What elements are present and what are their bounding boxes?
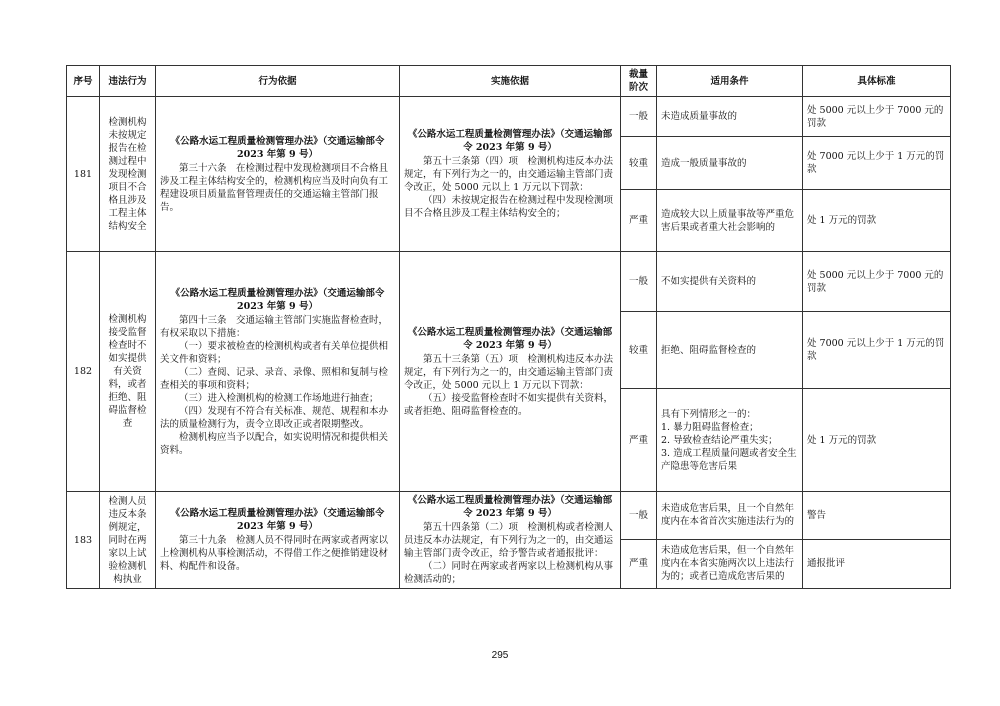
- violation-cell: 检测机构未按规定报告在检测过程中发现检测项目不合格且涉及工程主体结构安全: [100, 97, 156, 252]
- impl-line: 第五十四条第（二）项 检测机构或者检测人员违反本办法规定，有下列行为之一的，由交通运输主管部门责令改正，给予警告或者通报批评：: [404, 522, 614, 559]
- level-cell: 严重: [621, 389, 657, 492]
- implementation-cell: [400, 97, 621, 252]
- basis-cell: [156, 97, 400, 252]
- header-level: 裁量阶次: [621, 66, 657, 97]
- page-number: 295: [491, 650, 509, 661]
- level-cell: 较重: [621, 137, 657, 190]
- standard-cell: 通报批评: [803, 539, 951, 588]
- seq-cell: 182: [67, 252, 100, 492]
- basis-title: 《公路水运工程质量检测管理办法》（交通运输部令 2023 年第 9 号）: [170, 508, 385, 532]
- standard-cell: 处 5000 元以上少于 7000 元的罚款: [803, 252, 951, 312]
- header-impl: 实施依据: [400, 66, 621, 97]
- level-cell: 一般: [621, 492, 657, 540]
- impl-line: 第五十三条第（五）项 检测机构违反本办法规定，有下列行为之一的，由交通运输主管部门责令改正，处 5000 元以上 1 万元以下罚款：: [404, 353, 614, 391]
- basis-line: 第四十三条 交通运输主管部门实施监督检查时，有权采取以下措施：: [160, 314, 389, 339]
- header-row: [67, 66, 951, 97]
- condition-cell: 具有下列情形之一的： 1. 暴力阻碍监督检查； 2. 导致检查结论严重失实； 3. 造成工程质量问题或者安全生产隐患等危害后果: [657, 389, 803, 492]
- impl-line: （四）未按规定报告在检测过程中发现检测项目不合格且涉及工程主体结构安全的；: [404, 195, 614, 219]
- condition-cell: 造成一般质量事故的: [657, 137, 803, 190]
- level-cell: 一般: [621, 252, 657, 312]
- level-cell: 一般: [621, 97, 657, 137]
- header-act: 违法行为: [100, 66, 156, 97]
- basis-title: 《公路水运工程质量检测管理办法》（交通运输部令 2023 年第 9 号）: [170, 287, 385, 312]
- header-basis: 行为依据: [156, 66, 400, 97]
- table-row: [67, 97, 951, 137]
- basis-cell: [156, 492, 400, 589]
- basis-line: （二）查阅、记录、录音、录像、照相和复制与检查相关的事项和资料；: [160, 366, 389, 391]
- header-std: 具体标准: [803, 66, 951, 97]
- impl-title: 《公路水运工程质量检测管理办法》（交通运输部令 2023 年第 9 号）: [407, 326, 613, 351]
- standard-cell: 处 7000 元以上少于 1 万元的罚款: [803, 312, 951, 389]
- violation-cell: 检测机构接受监督检查时不如实提供有关资料，或者拒绝、阻碍监督检查: [100, 252, 156, 492]
- impl-line: （二）同时在两家或者两家以上检测机构从事检测活动的；: [404, 561, 614, 585]
- level-cell: 严重: [621, 190, 657, 252]
- basis-line: （四）发现有不符合有关标准、规范、规程和本办法的质量检测行为，责令立即改正或者限期整改。: [160, 405, 389, 430]
- standard-cell: 处 7000 元以上少于 1 万元的罚款: [803, 137, 951, 190]
- basis-cell: [156, 252, 400, 492]
- basis-line: 第三十九条 检测人员不得同时在两家或者两家以上检测机构从事检测活动，不得借工作之便推销建设材料、构配件和设备。: [160, 535, 389, 572]
- standard-cell: 警告: [803, 492, 951, 540]
- seq-cell: 183: [67, 492, 100, 589]
- basis-title: 《公路水运工程质量检测管理办法》（交通运输部令 2023 年第 9 号）: [170, 135, 385, 160]
- condition-cell: 造成较大以上质量事故等严重危 害后果或者重大社会影响的: [657, 190, 803, 252]
- violation-cell: 检测人员违反本条例规定，同时在两家以上试验检测机构执业: [100, 492, 156, 589]
- standard-cell: 处 5000 元以上少于 7000 元的罚款: [803, 97, 951, 137]
- condition-cell: 未造成质量事故的: [657, 97, 803, 137]
- level-cell: 严重: [621, 539, 657, 588]
- basis-line: （三）进入检测机构的检测工作场地进行抽查；: [179, 392, 379, 404]
- impl-line: 第五十三条第（四）项 检测机构违反本办法规定，有下列行为之一的，由交通运输主管部门责令改正，处 5000 元以上 1 万元以下罚款：: [404, 156, 614, 193]
- basis-line: （一）要求被检查的检测机构或者有关单位提供相关文件和资料；: [160, 340, 389, 365]
- basis-line: 第三十六条 在检测过程中发现检测项目不合格且涉及工程主体结构安全的，检测机构应当及时向负有工程建设项目质量监督管理责任的交通运输主管部门报告。: [160, 162, 389, 213]
- impl-title: 《公路水运工程质量检测管理办法》（交通运输部令 2023 年第 9 号）: [407, 129, 613, 153]
- discretion-table: [66, 65, 951, 589]
- header-seq: 序号: [67, 66, 100, 97]
- table-row: [67, 252, 951, 312]
- standard-cell: 处 1 万元的罚款: [803, 190, 951, 252]
- table-row: [67, 492, 951, 540]
- condition-cell: 未造成危害后果，但一个自然年度内在本省实施两次以上违法行为的；或者已造成危害后果的: [657, 539, 803, 588]
- condition-cell: 拒绝、阻碍监督检查的: [657, 312, 803, 389]
- standard-cell: 处 1 万元的罚款: [803, 389, 951, 492]
- implementation-cell: [400, 252, 621, 492]
- condition-cell: 不如实提供有关资料的: [657, 252, 803, 312]
- impl-title: 《公路水运工程质量检测管理办法》（交通运输部令 2023 年第 9 号）: [407, 495, 613, 519]
- level-cell: 较重: [621, 312, 657, 389]
- condition-cell: 未造成危害后果，且一个自然年度内在本省首次实施违法行为的: [657, 492, 803, 540]
- header-cond: 适用条件: [657, 66, 803, 97]
- implementation-cell: [400, 492, 621, 589]
- impl-line: （五）接受监督检查时不如实提供有关资料，或者拒绝、阻碍监督检查的。: [404, 392, 614, 417]
- basis-line: 检测机构应当予以配合，如实说明情况和提供相关资料。: [160, 431, 389, 456]
- seq-cell: 181: [67, 97, 100, 252]
